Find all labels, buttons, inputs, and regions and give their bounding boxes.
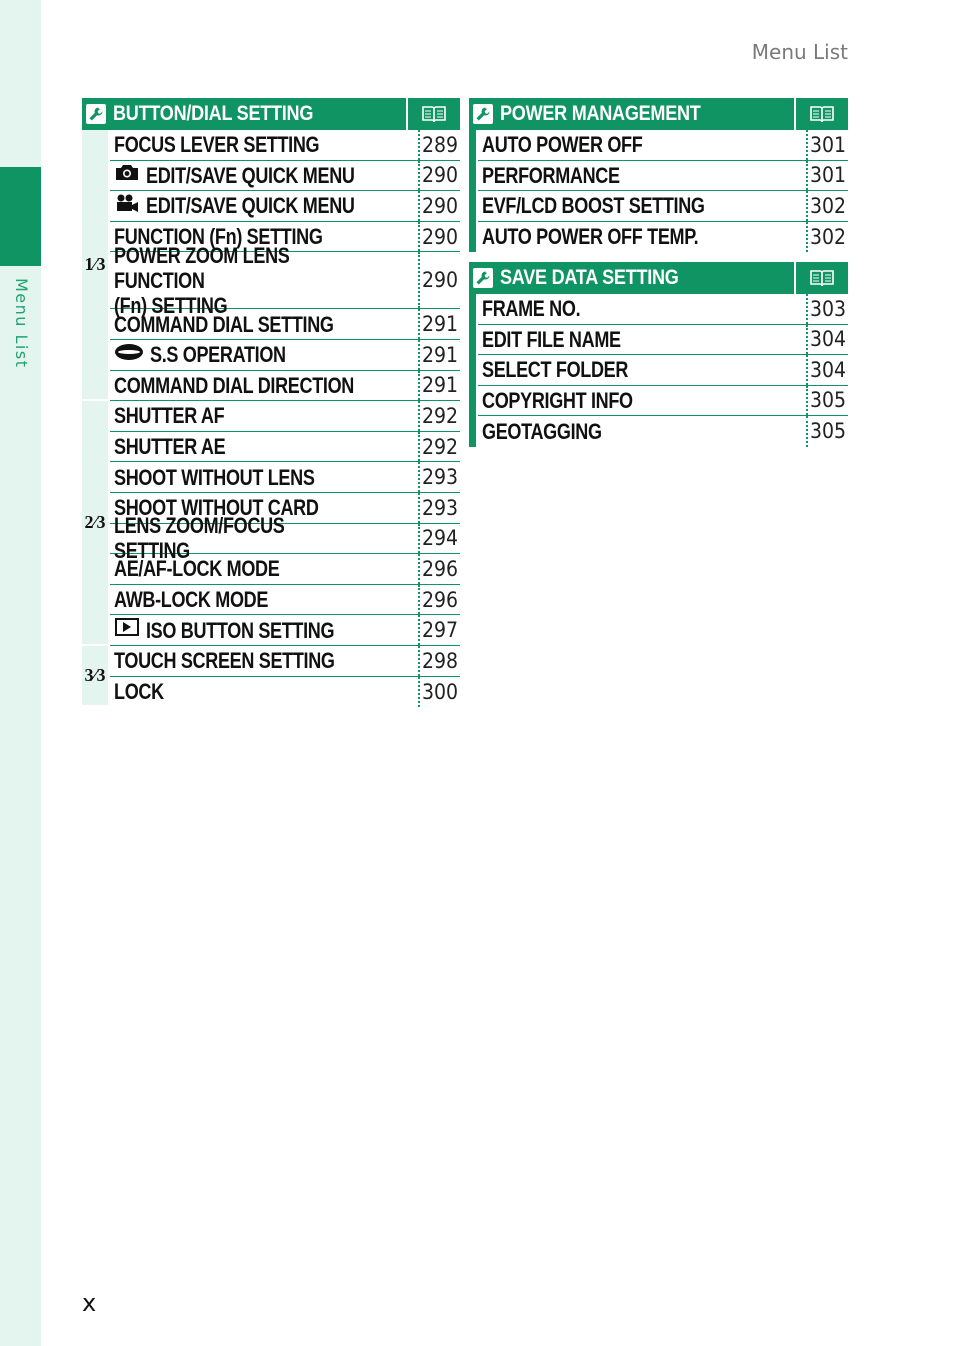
menu-row[interactable] <box>110 615 460 646</box>
page-ref-number: 292 <box>422 403 459 428</box>
menu-item-label: EDIT/SAVE QUICK MENU <box>146 193 355 219</box>
menu-item-label-cell <box>110 615 418 645</box>
page-ref-number: 291 <box>422 373 459 398</box>
menu-item-label-cell <box>110 554 418 584</box>
menu-group <box>82 401 460 646</box>
group-page-tab[interactable]: 2⁄3 <box>82 401 110 646</box>
page-ref-cell <box>806 325 848 355</box>
page-ref-cell <box>806 130 848 160</box>
menu-row[interactable] <box>110 130 460 161</box>
page-ref-number: 291 <box>422 342 459 367</box>
page-ref-number: 296 <box>422 556 459 581</box>
menu-item-label: EVF/LCD BOOST SETTING <box>482 193 705 219</box>
menu-row[interactable] <box>478 222 848 253</box>
page-ref-number: 301 <box>810 163 847 188</box>
menu-item-label-cell <box>478 294 806 324</box>
menu-group-rows <box>476 130 848 252</box>
menu-item-label-cell <box>478 355 806 385</box>
menu-row[interactable] <box>110 462 460 493</box>
page-ref-cell <box>418 615 460 645</box>
menu-item-label: GEOTAGGING <box>482 418 602 444</box>
page-ref-cell <box>806 386 848 416</box>
menu-row[interactable] <box>110 646 460 677</box>
menu-item-label-cell <box>110 161 418 191</box>
page-ref-number: 301 <box>810 132 847 157</box>
menu-row[interactable] <box>478 161 848 192</box>
menu-item-label: AWB-LOCK MODE <box>114 587 269 613</box>
menu-row[interactable] <box>110 161 460 192</box>
playback-icon <box>114 617 140 643</box>
page-ref-number: 296 <box>422 587 459 612</box>
menu-row[interactable] <box>110 677 460 708</box>
menu-item-label-cell <box>478 325 806 355</box>
save-data-setting-table <box>469 262 848 447</box>
menu-item-label-cell <box>110 677 418 708</box>
menu-item-label: SHUTTER AE <box>114 434 226 460</box>
menu-item-label: SHUTTER AF <box>114 403 225 429</box>
menu-row[interactable] <box>478 416 848 447</box>
table-gutter <box>469 294 476 447</box>
page-ref-cell <box>418 646 460 676</box>
menu-row[interactable] <box>478 130 848 161</box>
menu-item-label: S.S OPERATION <box>150 342 286 368</box>
book-icon <box>794 262 848 294</box>
page-ref-number: 305 <box>810 388 847 413</box>
page-ref-number: 292 <box>422 434 459 459</box>
page-ref-cell <box>418 222 460 252</box>
page-ref-cell <box>418 371 460 401</box>
book-icon <box>794 98 848 130</box>
menu-row[interactable] <box>110 340 460 371</box>
group-page-tab[interactable]: 1⁄3 <box>82 130 110 401</box>
menu-item-label-cell <box>478 191 806 221</box>
menu-group-rows <box>110 130 460 401</box>
button-dial-setting-table <box>82 98 460 707</box>
page-ref-number: 291 <box>422 312 459 337</box>
wrench-icon <box>473 268 493 288</box>
page-ref-cell <box>418 309 460 339</box>
wrench-icon <box>473 104 493 124</box>
menu-group-rows <box>476 294 848 447</box>
page-ref-cell <box>418 161 460 191</box>
page-ref-number: 304 <box>810 357 847 382</box>
button-dial-setting-title: BUTTON/DIAL SETTING <box>113 102 314 125</box>
menu-item-label: SHOOT WITHOUT LENS <box>114 464 315 490</box>
menu-row[interactable] <box>110 242 460 318</box>
page-ref-cell <box>806 355 848 385</box>
menu-item-label: COPYRIGHT INFO <box>482 387 633 413</box>
menu-group <box>82 646 460 707</box>
menu-group-rows <box>110 646 460 707</box>
page-ref-number: 297 <box>422 618 459 643</box>
menu-row[interactable] <box>110 309 460 340</box>
page-ref-cell <box>418 340 460 370</box>
menu-row[interactable] <box>110 371 460 402</box>
menu-row[interactable] <box>478 191 848 222</box>
menu-row[interactable] <box>478 294 848 325</box>
menu-item-label: AUTO POWER OFF <box>482 132 643 158</box>
page-ref-cell <box>418 432 460 462</box>
menu-item-label-cell <box>110 309 418 339</box>
page-ref-cell <box>418 252 460 308</box>
page-ref-cell <box>806 222 848 253</box>
page-ref-number: 303 <box>810 296 847 321</box>
page-ref-number: 294 <box>422 526 459 551</box>
page-ref-cell <box>806 191 848 221</box>
page-ref-cell <box>418 585 460 615</box>
page-ref-cell <box>418 493 460 523</box>
menu-row[interactable] <box>110 191 460 222</box>
page-header-title: Menu List <box>751 40 848 64</box>
menu-item-label-cell <box>110 130 418 160</box>
menu-item-label: TOUCH SCREEN SETTING <box>114 648 335 674</box>
page-ref-number: 302 <box>810 224 847 249</box>
menu-group <box>469 130 848 252</box>
dial-icon <box>114 342 144 368</box>
table-gutter <box>469 130 476 252</box>
menu-item-label-cell <box>110 242 418 318</box>
side-tab-active[interactable] <box>0 167 41 266</box>
menu-item-label-cell <box>110 340 418 370</box>
page-ref-number: 290 <box>422 224 459 249</box>
menu-row[interactable] <box>478 386 848 417</box>
page-ref-cell <box>418 462 460 492</box>
page-ref-cell <box>418 130 460 160</box>
menu-group-rows <box>110 401 460 646</box>
page-ref-cell <box>418 191 460 221</box>
menu-item-label: SHOOT WITHOUT CARD <box>114 495 319 521</box>
menu-item-label-cell <box>110 371 418 401</box>
menu-item-label: POWER ZOOM LENS FUNCTION (Fn) SETTING <box>114 242 290 318</box>
page-ref-number: 290 <box>422 268 459 293</box>
group-page-tab[interactable]: 3⁄3 <box>82 646 110 707</box>
book-icon <box>406 98 460 130</box>
menu-group <box>469 294 848 447</box>
menu-row[interactable] <box>478 355 848 386</box>
menu-item-label: AE/AF-LOCK MODE <box>114 556 280 582</box>
menu-item-label-cell <box>110 432 418 462</box>
page-ref-number: 300 <box>422 679 459 704</box>
menu-item-label-cell <box>478 130 806 160</box>
page-ref-cell <box>806 161 848 191</box>
menu-row[interactable] <box>478 325 848 356</box>
menu-item-label: SELECT FOLDER <box>482 357 629 383</box>
menu-item-label: LENS ZOOM/FOCUS SETTING <box>114 513 285 564</box>
page-ref-cell <box>418 554 460 584</box>
menu-row[interactable] <box>110 401 460 432</box>
menu-item-label: ISO BUTTON SETTING <box>146 617 335 643</box>
menu-item-label: AUTO POWER OFF TEMP. <box>482 224 699 250</box>
page-ref-cell <box>418 401 460 431</box>
page-ref-number: 302 <box>810 193 847 218</box>
page-ref-cell <box>806 416 848 447</box>
page-ref-number: 290 <box>422 193 459 218</box>
menu-item-label: EDIT/SAVE QUICK MENU <box>146 162 355 188</box>
page-ref-number: 304 <box>810 327 847 352</box>
menu-item-label-cell <box>478 386 806 416</box>
page-ref-number: 305 <box>810 419 847 444</box>
menu-item-label-cell <box>478 222 806 253</box>
menu-group <box>82 130 460 401</box>
movie-icon <box>114 193 140 219</box>
menu-row[interactable] <box>110 513 460 564</box>
menu-item-label: COMMAND DIAL SETTING <box>114 311 334 337</box>
page-ref-number: 298 <box>422 648 459 673</box>
camera-icon <box>114 162 140 188</box>
menu-item-label-cell <box>478 161 806 191</box>
menu-item-label: COMMAND DIAL DIRECTION <box>114 372 354 398</box>
menu-item-label: FRAME NO. <box>482 296 581 322</box>
menu-item-label: FOCUS LEVER SETTING <box>114 132 320 158</box>
page-ref-cell <box>806 294 848 324</box>
menu-item-label-cell <box>478 416 806 447</box>
page-ref-number: 293 <box>422 465 459 490</box>
save-data-setting-header <box>469 262 848 294</box>
page-number: x <box>82 1289 97 1317</box>
menu-item-label-cell <box>110 191 418 221</box>
power-management-table <box>469 98 848 252</box>
menu-row[interactable] <box>110 585 460 616</box>
menu-item-label-cell <box>110 401 418 431</box>
page-ref-number: 293 <box>422 495 459 520</box>
side-tab-label: Menu List <box>12 278 31 369</box>
menu-item-label: FUNCTION (Fn) SETTING <box>114 224 323 250</box>
page-ref-number: 290 <box>422 163 459 188</box>
menu-item-label-cell <box>110 585 418 615</box>
page-ref-number: 289 <box>422 132 459 157</box>
menu-item-label-cell <box>110 646 418 676</box>
menu-item-label: LOCK <box>114 679 164 705</box>
menu-item-label-cell <box>110 513 418 564</box>
save-data-setting-title: SAVE DATA SETTING <box>500 266 679 289</box>
power-management-title: POWER MANAGEMENT <box>500 102 701 125</box>
menu-row[interactable] <box>110 432 460 463</box>
button-dial-setting-header <box>82 98 460 130</box>
menu-item-label-cell <box>110 462 418 492</box>
menu-item-label: EDIT FILE NAME <box>482 326 621 352</box>
wrench-icon <box>86 104 106 124</box>
page-ref-cell <box>418 524 460 554</box>
menu-item-label: PERFORMANCE <box>482 162 620 188</box>
power-management-header <box>469 98 848 130</box>
page-ref-cell <box>418 677 460 708</box>
